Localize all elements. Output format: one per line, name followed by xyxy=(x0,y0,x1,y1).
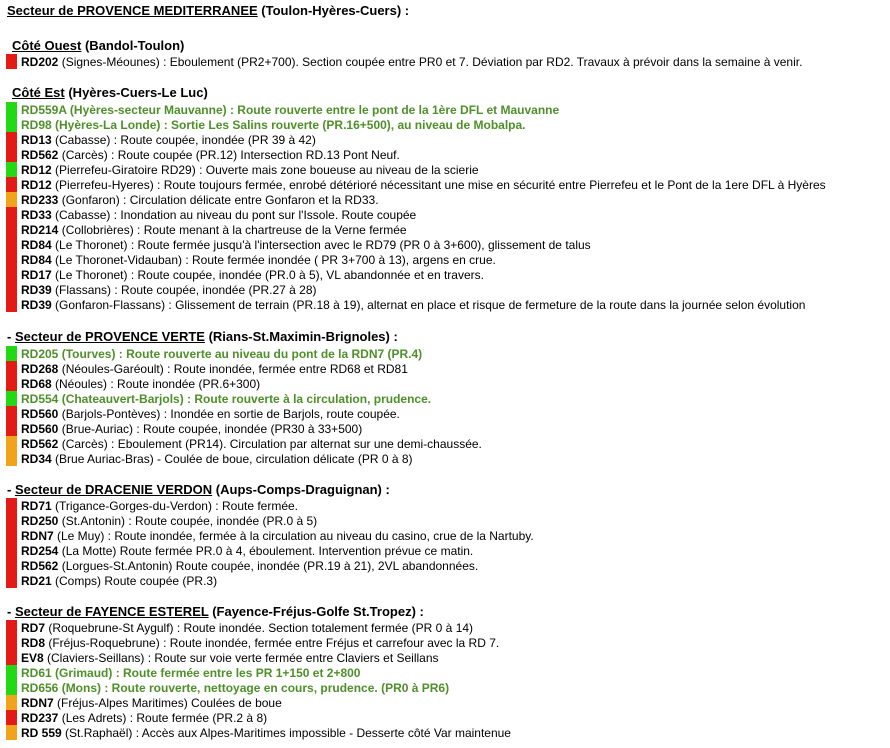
road-entry-text xyxy=(21,437,482,451)
road-code: RD61 xyxy=(21,665,52,680)
road-code: RD71 xyxy=(21,498,52,513)
road-description: (Le Thoronet) : Route coupée, inondée (PR.0 à 5), VL abandonnée et en travers. xyxy=(51,267,484,282)
road-description: (La Motte) Route fermée PR.0 à 4, éboulement. Intervention prévue ce matin. xyxy=(58,543,474,558)
road-entry xyxy=(6,498,298,513)
section-heading xyxy=(7,482,390,497)
status-marker xyxy=(6,192,17,207)
road-entry xyxy=(6,573,217,588)
road-description: (Les Adrets) : Route fermée (PR.2 à 8) xyxy=(58,710,268,725)
road-code: RD39 xyxy=(21,297,52,312)
road-entry xyxy=(6,132,316,147)
section-title: Secteur de FAYENCE ESTEREL xyxy=(14,604,209,619)
road-entry-text xyxy=(21,559,478,573)
status-marker xyxy=(6,207,17,222)
road-description: (Cabasse) : Route coupée, inondée (PR 39 à 42) xyxy=(51,132,316,147)
status-marker xyxy=(6,237,17,252)
status-marker xyxy=(6,710,17,725)
road-description: (Collobrières) : Route menant à la chartreuse de la Verne fermée xyxy=(58,222,407,237)
road-description: (Claviers-Seillans) : Route sur voie verte fermée entre Claviers et Seillans xyxy=(43,650,439,665)
road-description: (Fréjus-Roquebrune) : Route inondée, fermée entre Fréjus et carrefour avec la RD 7. xyxy=(45,635,500,650)
subsection-heading xyxy=(12,85,208,100)
road-entry-text xyxy=(21,103,559,117)
road-entry xyxy=(6,222,407,237)
road-entry-text xyxy=(21,223,407,237)
subsection-label: Côté Est xyxy=(12,85,65,100)
road-entry-text xyxy=(21,377,260,391)
road-entry-text xyxy=(21,544,473,558)
road-code: RD84 xyxy=(21,237,52,252)
status-marker xyxy=(6,528,17,543)
road-entry xyxy=(6,680,449,695)
road-entry xyxy=(6,207,416,222)
section-prefix: - xyxy=(7,482,15,497)
road-description: (Brue Auriac-Bras) - Coulée de boue, circulation délicate (PR 0 à 8) xyxy=(51,451,413,466)
road-entry xyxy=(6,543,473,558)
status-marker xyxy=(6,267,17,282)
road-entry xyxy=(6,513,317,528)
road-entry-text xyxy=(21,208,416,222)
status-marker xyxy=(6,391,17,406)
road-code: RD68 xyxy=(21,376,52,391)
road-code: RD7 xyxy=(21,620,46,635)
road-entry xyxy=(6,391,431,406)
road-description: (Le Thoronet-Vidauban) : Route fermée inondée ( PR 3+700 à 13), argens en crue. xyxy=(51,252,496,267)
road-entry xyxy=(6,282,317,297)
road-description: (Flassans) : Route coupée, inondée (PR.27 à 28) xyxy=(51,282,317,297)
road-code: RD98 xyxy=(21,117,52,132)
status-marker xyxy=(6,695,17,710)
status-marker xyxy=(6,725,17,740)
road-code: RD8 xyxy=(21,635,46,650)
section-title: Secteur de PROVENCE VERTE xyxy=(14,329,205,344)
road-code: RD 559 xyxy=(21,725,62,740)
road-entry-text xyxy=(21,392,431,406)
road-entry xyxy=(6,297,805,312)
road-description: (Gonfaron) : Circulation délicate entre Gonfaron et la RD33. xyxy=(58,192,379,207)
road-entry xyxy=(6,117,526,132)
road-entry xyxy=(6,361,408,376)
status-marker xyxy=(6,620,17,635)
road-entry-text xyxy=(21,529,534,543)
subsection-area: (Hyères-Cuers-Le Luc) xyxy=(64,85,208,100)
road-code: RD562 xyxy=(21,558,59,573)
road-description: (Grimaud) : Route fermée entre les PR 1+150 et 2+800 xyxy=(51,665,361,680)
road-code: RD84 xyxy=(21,252,52,267)
road-description: (St.Raphaël) : Accès aux Alpes-Maritimes impossible - Desserte côté Var maintenue xyxy=(61,725,511,740)
road-entry-text xyxy=(21,666,360,680)
road-entry-text xyxy=(21,726,511,740)
road-description: (Pierrefeu-Hyeres) : Route toujours fermée, enrobé détérioré nécessitant une mise en sécurité entre Pierrefeu et le Pont de la 1ere DFL à Hyères xyxy=(51,177,826,192)
road-description: (Hyères-secteur Mauvanne) : Route rouverte entre le pont de la 1ère DFL et Mauvanne xyxy=(66,102,560,117)
road-entry xyxy=(6,162,479,177)
road-entry-text xyxy=(21,711,267,725)
status-marker xyxy=(6,222,17,237)
road-entry xyxy=(6,436,482,451)
road-code: RD250 xyxy=(21,513,59,528)
status-marker xyxy=(6,680,17,695)
road-entry xyxy=(6,237,591,252)
road-code: RD254 xyxy=(21,543,59,558)
road-entry xyxy=(6,177,826,192)
road-description: (Pierrefeu-Giratoire RD29) : Ouverte mais zone boueuse au niveau de la scierie xyxy=(51,162,479,177)
road-description: (Lorgues-St.Antonin) Route coupée, inondée (PR.19 à 21), 2VL abandonnées. xyxy=(58,558,479,573)
status-marker xyxy=(6,421,17,436)
road-description: (Néoules) : Route inondée (PR.6+300) xyxy=(51,376,261,391)
status-marker xyxy=(6,543,17,558)
status-marker xyxy=(6,406,17,421)
road-entry xyxy=(6,710,267,725)
road-description: (Barjols-Pontèves) : Inondée en sortie de Barjols, route coupée. xyxy=(58,406,400,421)
section-title: Secteur de PROVENCE MEDITERRANEE xyxy=(7,3,258,18)
road-description: (Hyères-La Londe) : Sortie Les Salins rouverte (PR.16+500), au niveau de Mobalpa. xyxy=(51,117,526,132)
road-entry xyxy=(6,102,559,117)
section-prefix: - xyxy=(7,329,15,344)
section-heading xyxy=(7,604,424,619)
road-description: (Fréjus-Alpes Maritimes) Coulées de boue xyxy=(53,695,282,710)
status-marker xyxy=(6,436,17,451)
road-entry-text xyxy=(21,407,400,421)
road-description: (Brue-Auriac) : Route coupée, inondée (PR30 à 33+500) xyxy=(58,421,363,436)
road-entry-text xyxy=(21,118,526,132)
road-code: EV8 xyxy=(21,650,44,665)
road-entry xyxy=(6,267,484,282)
road-code: RD268 xyxy=(21,361,59,376)
status-marker xyxy=(6,498,17,513)
status-marker xyxy=(6,650,17,665)
road-entry-text xyxy=(21,298,805,312)
section-heading xyxy=(7,329,398,344)
road-description: (Roquebrune-St Aygulf) : Route inondée. Section totalement fermée (PR 0 à 14) xyxy=(45,620,474,635)
road-code: RD562 xyxy=(21,436,59,451)
status-marker xyxy=(6,665,17,680)
road-code: RD214 xyxy=(21,222,59,237)
road-entry-text xyxy=(21,574,217,588)
status-marker xyxy=(6,513,17,528)
road-description: (Mons) : Route rouverte, nettoyage en cours, prudence. (PR0 à PR6) xyxy=(58,680,450,695)
road-entry-text xyxy=(21,133,316,147)
road-code: RD12 xyxy=(21,177,52,192)
road-description: (Le Thoronet) : Route fermée jusqu'à l'intersection avec le RD79 (PR 0 à 3+600), glissement de talus xyxy=(51,237,591,252)
road-description: (Cabasse) : Inondation au niveau du pont sur l'Issole. Route coupée xyxy=(51,207,417,222)
road-code: RD233 xyxy=(21,192,59,207)
status-marker xyxy=(6,132,17,147)
subsection-area: (Bandol-Toulon) xyxy=(81,38,185,53)
status-marker xyxy=(6,635,17,650)
subsection-label: Côté Ouest xyxy=(12,38,82,53)
road-entry-text xyxy=(21,163,479,177)
road-code: RD237 xyxy=(21,710,59,725)
road-code: RD12 xyxy=(21,162,52,177)
road-description: (Carcès) : Route coupée (PR.12) Intersection RD.13 Pont Neuf. xyxy=(58,147,400,162)
road-code: RD205 xyxy=(21,346,59,361)
subsection-heading xyxy=(12,38,184,53)
road-description: (Carcès) : Eboulement (PR14). Circulation par alternat sur une demi-chaussée. xyxy=(58,436,482,451)
road-entry-text xyxy=(21,499,298,513)
road-description: (St.Antonin) : Route coupée, inondée (PR.0 à 5) xyxy=(58,513,318,528)
road-entry xyxy=(6,54,802,69)
status-marker xyxy=(6,54,17,69)
road-entry-text xyxy=(21,636,499,650)
road-code: RD21 xyxy=(21,573,52,588)
road-code: RD656 xyxy=(21,680,59,695)
road-code: RD560 xyxy=(21,406,59,421)
road-code: RD13 xyxy=(21,132,52,147)
road-description: (Comps) Route coupée (PR.3) xyxy=(51,573,218,588)
road-code: RD17 xyxy=(21,267,52,282)
road-entry xyxy=(6,665,360,680)
status-marker xyxy=(6,117,17,132)
road-code: RDN7 xyxy=(21,695,54,710)
status-marker xyxy=(6,252,17,267)
road-entry-text xyxy=(21,514,317,528)
status-marker xyxy=(6,177,17,192)
road-code: RD560 xyxy=(21,421,59,436)
road-entry-text xyxy=(21,253,496,267)
road-code: RDN7 xyxy=(21,528,54,543)
road-code: RD202 xyxy=(21,54,59,69)
road-entry xyxy=(6,346,422,361)
status-marker xyxy=(6,346,17,361)
road-code: RD34 xyxy=(21,451,52,466)
road-entry xyxy=(6,421,362,436)
section-heading xyxy=(7,3,409,18)
section-subtitle: (Toulon-Hyères-Cuers) : xyxy=(257,3,410,18)
road-entry xyxy=(6,620,473,635)
section-prefix: - xyxy=(7,604,15,619)
road-entry-text xyxy=(21,55,802,69)
road-code: RD559A xyxy=(21,102,67,117)
road-entry-text xyxy=(21,422,362,436)
road-entry-text xyxy=(21,148,400,162)
road-entry xyxy=(6,252,496,267)
status-marker xyxy=(6,297,17,312)
section-subtitle: (Rians-St.Maximin-Brignoles) : xyxy=(204,329,398,344)
road-entry xyxy=(6,406,400,421)
section-subtitle: (Fayence-Fréjus-Golfe St.Tropez) : xyxy=(208,604,424,619)
status-marker xyxy=(6,282,17,297)
road-entry xyxy=(6,558,478,573)
road-entry-text xyxy=(21,347,422,361)
status-marker xyxy=(6,361,17,376)
road-entry xyxy=(6,147,400,162)
road-entry xyxy=(6,635,499,650)
road-entry-text xyxy=(21,621,473,635)
status-marker xyxy=(6,376,17,391)
status-marker xyxy=(6,573,17,588)
road-entry-text xyxy=(21,696,282,710)
road-entry-text xyxy=(21,452,413,466)
road-entry xyxy=(6,725,511,740)
road-description: (Signes-Méounes) : Eboulement (PR2+700). Section coupée entre PR0 et 7. Déviation par RD2. Travaux à prévoir dans la semaine à venir. xyxy=(58,54,803,69)
road-entry xyxy=(6,376,260,391)
section-subtitle: (Aups-Comps-Draguignan) : xyxy=(212,482,390,497)
road-entry xyxy=(6,650,439,665)
road-entry-text xyxy=(21,681,449,695)
status-marker xyxy=(6,558,17,573)
section-title: Secteur de DRACENIE VERDON xyxy=(14,482,213,497)
status-marker xyxy=(6,147,17,162)
road-description: (Chateauvert-Barjols) : Route rouverte à la circulation, prudence. xyxy=(58,391,432,406)
road-entry-text xyxy=(21,283,317,297)
road-entry xyxy=(6,192,379,207)
status-marker xyxy=(6,162,17,177)
road-description: (Trigance-Gorges-du-Verdon) : Route fermée. xyxy=(51,498,299,513)
road-entry-text xyxy=(21,268,484,282)
road-code: RD39 xyxy=(21,282,52,297)
road-code: RD554 xyxy=(21,391,59,406)
road-entry-text xyxy=(21,362,408,376)
road-description: (Le Muy) : Route inondée, fermée à la circulation au niveau du casino, crue de la Nartuby. xyxy=(53,528,534,543)
road-entry-text xyxy=(21,193,379,207)
road-description: (Néoules-Garéoult) : Route inondée, fermée entre RD68 et RD81 xyxy=(58,361,408,376)
status-marker xyxy=(6,451,17,466)
road-description: (Tourves) : Route rouverte au niveau du pont de la RDN7 (PR.4) xyxy=(58,346,423,361)
road-code: RD33 xyxy=(21,207,52,222)
road-code: RD562 xyxy=(21,147,59,162)
road-entry-text xyxy=(21,651,439,665)
road-description: (Gonfaron-Flassans) : Glissement de terrain (PR.18 à 19), alternat en place et risque de fermeture de la route dans la journée selon évolution xyxy=(51,297,806,312)
road-entry xyxy=(6,695,282,710)
road-entry-text xyxy=(21,238,591,252)
road-entry xyxy=(6,528,534,543)
road-entry-text xyxy=(21,178,826,192)
road-entry xyxy=(6,451,413,466)
status-marker xyxy=(6,102,17,117)
